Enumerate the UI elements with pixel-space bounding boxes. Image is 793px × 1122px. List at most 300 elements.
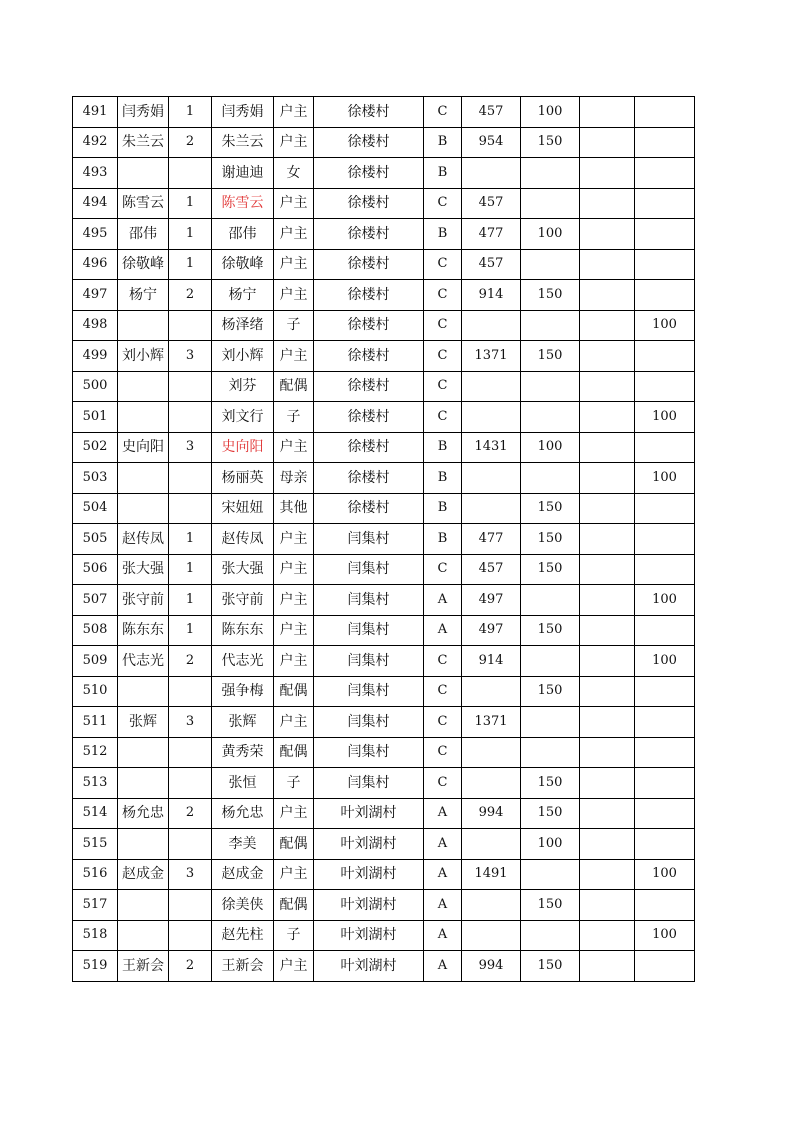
amount-a-cell: 497 [462, 585, 521, 616]
blank-column-cell [580, 249, 635, 280]
grade-cell: C [424, 249, 462, 280]
household-head-cell: 赵传凤 [118, 524, 169, 555]
amount-b-cell [521, 737, 580, 768]
member-name-cell: 张恒 [212, 768, 274, 799]
row-number-cell: 516 [73, 859, 118, 890]
household-head-cell: 代志光 [118, 646, 169, 677]
grade-cell: C [424, 341, 462, 372]
relationship-cell: 子 [274, 920, 314, 951]
relationship-cell: 配偶 [274, 737, 314, 768]
amount-c-cell [635, 188, 695, 219]
household-head-cell [118, 158, 169, 189]
member-name-cell: 徐美侠 [212, 890, 274, 921]
blank-column-cell [580, 97, 635, 128]
amount-b-cell: 150 [521, 798, 580, 829]
household-size-cell [169, 676, 212, 707]
household-size-cell [169, 737, 212, 768]
amount-b-cell: 100 [521, 829, 580, 860]
member-name-cell: 代志光 [212, 646, 274, 677]
village-cell: 闫集村 [314, 615, 424, 646]
amount-a-cell [462, 829, 521, 860]
row-number-cell: 511 [73, 707, 118, 738]
amount-a-cell [462, 890, 521, 921]
row-number-cell: 519 [73, 951, 118, 982]
grade-cell: C [424, 310, 462, 341]
household-head-cell: 陈东东 [118, 615, 169, 646]
amount-a-cell [462, 920, 521, 951]
amount-a-cell [462, 676, 521, 707]
table-row [73, 402, 695, 433]
grade-cell: B [424, 493, 462, 524]
village-cell: 徐楼村 [314, 432, 424, 463]
amount-a-cell [462, 158, 521, 189]
member-name-cell: 陈东东 [212, 615, 274, 646]
relationship-cell: 户主 [274, 188, 314, 219]
blank-column-cell [580, 737, 635, 768]
table-body [73, 97, 695, 982]
amount-a-cell: 1431 [462, 432, 521, 463]
table-row [73, 707, 695, 738]
household-head-cell [118, 768, 169, 799]
grade-cell: B [424, 219, 462, 250]
village-cell: 徐楼村 [314, 493, 424, 524]
row-number-cell: 505 [73, 524, 118, 555]
table-row [73, 829, 695, 860]
row-number-cell: 510 [73, 676, 118, 707]
amount-c-cell [635, 249, 695, 280]
household-size-cell: 2 [169, 280, 212, 311]
amount-c-cell [635, 890, 695, 921]
amount-b-cell [521, 371, 580, 402]
amount-c-cell [635, 829, 695, 860]
member-name-cell: 宋妞妞 [212, 493, 274, 524]
amount-a-cell: 994 [462, 951, 521, 982]
household-size-cell: 1 [169, 615, 212, 646]
row-number-cell: 495 [73, 219, 118, 250]
amount-a-cell [462, 768, 521, 799]
household-head-cell [118, 676, 169, 707]
amount-b-cell [521, 707, 580, 738]
household-head-cell [118, 737, 169, 768]
village-cell: 叶刘湖村 [314, 951, 424, 982]
amount-c-cell [635, 432, 695, 463]
relationship-cell: 户主 [274, 524, 314, 555]
village-cell: 徐楼村 [314, 341, 424, 372]
relationship-cell: 户主 [274, 341, 314, 372]
amount-c-cell: 100 [635, 920, 695, 951]
amount-a-cell [462, 310, 521, 341]
row-number-cell: 497 [73, 280, 118, 311]
village-cell: 闫集村 [314, 585, 424, 616]
table-row [73, 524, 695, 555]
table-row [73, 249, 695, 280]
member-name-cell: 黄秀荣 [212, 737, 274, 768]
row-number-cell: 491 [73, 97, 118, 128]
row-number-cell: 509 [73, 646, 118, 677]
amount-a-cell: 477 [462, 219, 521, 250]
village-cell: 叶刘湖村 [314, 859, 424, 890]
blank-column-cell [580, 463, 635, 494]
amount-c-cell [635, 951, 695, 982]
household-head-cell [118, 890, 169, 921]
amount-a-cell: 457 [462, 554, 521, 585]
household-head-cell: 王新会 [118, 951, 169, 982]
village-cell: 叶刘湖村 [314, 890, 424, 921]
amount-b-cell: 150 [521, 280, 580, 311]
member-name-cell: 陈雪云 [212, 188, 274, 219]
amount-a-cell: 954 [462, 127, 521, 158]
household-size-cell [169, 402, 212, 433]
blank-column-cell [580, 524, 635, 555]
blank-column-cell [580, 310, 635, 341]
grade-cell: C [424, 402, 462, 433]
household-size-cell [169, 158, 212, 189]
village-cell: 徐楼村 [314, 371, 424, 402]
household-head-cell [118, 493, 169, 524]
relationship-cell: 户主 [274, 859, 314, 890]
member-name-cell: 刘芬 [212, 371, 274, 402]
blank-column-cell [580, 920, 635, 951]
row-number-cell: 515 [73, 829, 118, 860]
household-size-cell: 3 [169, 341, 212, 372]
relationship-cell: 户主 [274, 798, 314, 829]
household-size-cell: 1 [169, 554, 212, 585]
village-cell: 徐楼村 [314, 188, 424, 219]
row-number-cell: 496 [73, 249, 118, 280]
grade-cell: B [424, 127, 462, 158]
household-size-cell: 1 [169, 585, 212, 616]
relationship-cell: 户主 [274, 646, 314, 677]
household-head-cell [118, 829, 169, 860]
row-number-cell: 494 [73, 188, 118, 219]
member-name-cell: 张大强 [212, 554, 274, 585]
member-name-cell: 徐敬峰 [212, 249, 274, 280]
household-head-cell: 张守前 [118, 585, 169, 616]
member-name-cell: 杨泽绪 [212, 310, 274, 341]
table-row [73, 585, 695, 616]
row-number-cell: 514 [73, 798, 118, 829]
household-head-cell: 闫秀娟 [118, 97, 169, 128]
relationship-cell: 其他 [274, 493, 314, 524]
member-name-cell: 张辉 [212, 707, 274, 738]
blank-column-cell [580, 280, 635, 311]
household-head-cell: 邵伟 [118, 219, 169, 250]
member-name-cell: 强争梅 [212, 676, 274, 707]
amount-a-cell [462, 463, 521, 494]
amount-b-cell [521, 859, 580, 890]
village-cell: 闫集村 [314, 737, 424, 768]
row-number-cell: 499 [73, 341, 118, 372]
amount-b-cell: 150 [521, 768, 580, 799]
relationship-cell: 户主 [274, 951, 314, 982]
amount-b-cell [521, 463, 580, 494]
household-size-cell [169, 463, 212, 494]
amount-b-cell [521, 646, 580, 677]
amount-c-cell [635, 707, 695, 738]
row-number-cell: 500 [73, 371, 118, 402]
grade-cell: A [424, 615, 462, 646]
amount-a-cell: 914 [462, 280, 521, 311]
grade-cell: A [424, 585, 462, 616]
relationship-cell: 户主 [274, 127, 314, 158]
blank-column-cell [580, 951, 635, 982]
relationship-cell: 户主 [274, 280, 314, 311]
amount-c-cell [635, 97, 695, 128]
village-cell: 徐楼村 [314, 249, 424, 280]
relationship-cell: 户主 [274, 219, 314, 250]
household-size-cell [169, 920, 212, 951]
blank-column-cell [580, 371, 635, 402]
grade-cell: B [424, 463, 462, 494]
table-row [73, 432, 695, 463]
household-head-cell: 张辉 [118, 707, 169, 738]
table-row [73, 920, 695, 951]
amount-c-cell [635, 127, 695, 158]
household-head-cell [118, 402, 169, 433]
table-row [73, 554, 695, 585]
table-row [73, 951, 695, 982]
row-number-cell: 503 [73, 463, 118, 494]
member-name-cell: 杨允忠 [212, 798, 274, 829]
member-name-cell: 朱兰云 [212, 127, 274, 158]
amount-a-cell [462, 371, 521, 402]
row-number-cell: 493 [73, 158, 118, 189]
blank-column-cell [580, 707, 635, 738]
blank-column-cell [580, 829, 635, 860]
blank-column-cell [580, 768, 635, 799]
row-number-cell: 498 [73, 310, 118, 341]
household-size-cell [169, 310, 212, 341]
blank-column-cell [580, 341, 635, 372]
table-row [73, 219, 695, 250]
grade-cell: A [424, 829, 462, 860]
amount-b-cell: 150 [521, 615, 580, 646]
amount-b-cell: 150 [521, 676, 580, 707]
amount-c-cell [635, 493, 695, 524]
table-row [73, 859, 695, 890]
relationship-cell: 配偶 [274, 676, 314, 707]
row-number-cell: 504 [73, 493, 118, 524]
grade-cell: A [424, 920, 462, 951]
amount-c-cell: 100 [635, 859, 695, 890]
village-cell: 徐楼村 [314, 158, 424, 189]
amount-b-cell [521, 188, 580, 219]
row-number-cell: 517 [73, 890, 118, 921]
amount-c-cell [635, 158, 695, 189]
relationship-cell: 女 [274, 158, 314, 189]
amount-b-cell [521, 249, 580, 280]
household-size-cell: 2 [169, 951, 212, 982]
amount-c-cell: 100 [635, 646, 695, 677]
household-head-cell [118, 920, 169, 951]
amount-a-cell: 1371 [462, 341, 521, 372]
grade-cell: A [424, 798, 462, 829]
grade-cell: C [424, 707, 462, 738]
amount-b-cell: 150 [521, 127, 580, 158]
table-row [73, 890, 695, 921]
amount-c-cell [635, 554, 695, 585]
relationship-cell: 配偶 [274, 371, 314, 402]
amount-c-cell [635, 676, 695, 707]
household-size-cell: 3 [169, 859, 212, 890]
table-row [73, 371, 695, 402]
amount-c-cell [635, 798, 695, 829]
table-row [73, 646, 695, 677]
relationship-cell: 户主 [274, 97, 314, 128]
village-cell: 徐楼村 [314, 219, 424, 250]
village-cell: 闫集村 [314, 554, 424, 585]
blank-column-cell [580, 432, 635, 463]
household-head-cell [118, 463, 169, 494]
amount-b-cell: 100 [521, 219, 580, 250]
household-size-cell: 2 [169, 798, 212, 829]
row-number-cell: 506 [73, 554, 118, 585]
member-name-cell: 赵先柱 [212, 920, 274, 951]
member-name-cell: 杨宁 [212, 280, 274, 311]
table-row [73, 127, 695, 158]
relationship-cell: 户主 [274, 554, 314, 585]
amount-b-cell: 100 [521, 97, 580, 128]
member-name-cell: 张守前 [212, 585, 274, 616]
village-cell: 叶刘湖村 [314, 829, 424, 860]
village-cell: 闫集村 [314, 707, 424, 738]
amount-a-cell [462, 493, 521, 524]
household-size-cell [169, 829, 212, 860]
member-name-cell: 赵传凤 [212, 524, 274, 555]
household-size-cell: 1 [169, 524, 212, 555]
member-name-cell: 杨丽英 [212, 463, 274, 494]
table-row [73, 615, 695, 646]
member-name-cell: 邵伟 [212, 219, 274, 250]
grade-cell: C [424, 676, 462, 707]
grade-cell: C [424, 768, 462, 799]
blank-column-cell [580, 188, 635, 219]
household-head-cell: 朱兰云 [118, 127, 169, 158]
row-number-cell: 513 [73, 768, 118, 799]
amount-a-cell: 457 [462, 188, 521, 219]
household-size-cell [169, 890, 212, 921]
amount-b-cell: 150 [521, 493, 580, 524]
amount-c-cell [635, 768, 695, 799]
household-head-cell: 刘小辉 [118, 341, 169, 372]
relationship-cell: 户主 [274, 432, 314, 463]
amount-c-cell [635, 371, 695, 402]
table-row [73, 463, 695, 494]
village-cell: 闫集村 [314, 676, 424, 707]
row-number-cell: 501 [73, 402, 118, 433]
row-number-cell: 502 [73, 432, 118, 463]
member-name-cell: 谢迪迪 [212, 158, 274, 189]
blank-column-cell [580, 615, 635, 646]
household-head-cell: 陈雪云 [118, 188, 169, 219]
table-row [73, 97, 695, 128]
grade-cell: A [424, 890, 462, 921]
blank-column-cell [580, 585, 635, 616]
village-cell: 徐楼村 [314, 463, 424, 494]
member-name-cell: 王新会 [212, 951, 274, 982]
amount-a-cell: 457 [462, 97, 521, 128]
household-size-cell [169, 493, 212, 524]
blank-column-cell [580, 890, 635, 921]
relationship-cell: 子 [274, 402, 314, 433]
village-cell: 徐楼村 [314, 280, 424, 311]
table-row [73, 798, 695, 829]
amount-c-cell [635, 615, 695, 646]
table-row [73, 188, 695, 219]
grade-cell: B [424, 158, 462, 189]
grade-cell: C [424, 97, 462, 128]
row-number-cell: 508 [73, 615, 118, 646]
row-number-cell: 507 [73, 585, 118, 616]
grade-cell: A [424, 951, 462, 982]
relationship-cell: 母亲 [274, 463, 314, 494]
member-name-cell: 史向阳 [212, 432, 274, 463]
amount-c-cell [635, 341, 695, 372]
blank-column-cell [580, 493, 635, 524]
blank-column-cell [580, 158, 635, 189]
blank-column-cell [580, 402, 635, 433]
member-name-cell: 赵成金 [212, 859, 274, 890]
household-size-cell: 1 [169, 249, 212, 280]
row-number-cell: 512 [73, 737, 118, 768]
table-row [73, 676, 695, 707]
grade-cell: C [424, 371, 462, 402]
amount-c-cell [635, 280, 695, 311]
household-size-cell: 2 [169, 127, 212, 158]
household-head-cell: 杨宁 [118, 280, 169, 311]
amount-b-cell: 150 [521, 554, 580, 585]
member-name-cell: 李美 [212, 829, 274, 860]
relationship-cell: 配偶 [274, 829, 314, 860]
amount-a-cell: 457 [462, 249, 521, 280]
grade-cell: C [424, 280, 462, 311]
household-size-cell: 1 [169, 219, 212, 250]
household-head-cell: 徐敬峰 [118, 249, 169, 280]
blank-column-cell [580, 127, 635, 158]
grade-cell: C [424, 737, 462, 768]
household-head-cell: 史向阳 [118, 432, 169, 463]
relationship-cell: 户主 [274, 707, 314, 738]
amount-b-cell [521, 310, 580, 341]
relationship-cell: 配偶 [274, 890, 314, 921]
household-size-cell: 1 [169, 97, 212, 128]
household-head-cell: 张大强 [118, 554, 169, 585]
row-number-cell: 518 [73, 920, 118, 951]
table-row [73, 341, 695, 372]
grade-cell: C [424, 646, 462, 677]
row-number-cell: 492 [73, 127, 118, 158]
household-head-cell [118, 371, 169, 402]
amount-a-cell: 1371 [462, 707, 521, 738]
amount-b-cell: 150 [521, 341, 580, 372]
grade-cell: A [424, 859, 462, 890]
household-head-cell: 赵成金 [118, 859, 169, 890]
village-cell: 闫集村 [314, 768, 424, 799]
blank-column-cell [580, 646, 635, 677]
table-row [73, 493, 695, 524]
amount-b-cell [521, 585, 580, 616]
household-size-cell: 1 [169, 188, 212, 219]
village-cell: 徐楼村 [314, 310, 424, 341]
village-cell: 徐楼村 [314, 127, 424, 158]
amount-a-cell [462, 737, 521, 768]
relationship-cell: 子 [274, 768, 314, 799]
grade-cell: C [424, 554, 462, 585]
household-subsidy-table [72, 96, 695, 982]
village-cell: 闫集村 [314, 646, 424, 677]
member-name-cell: 刘文行 [212, 402, 274, 433]
grade-cell: B [424, 432, 462, 463]
